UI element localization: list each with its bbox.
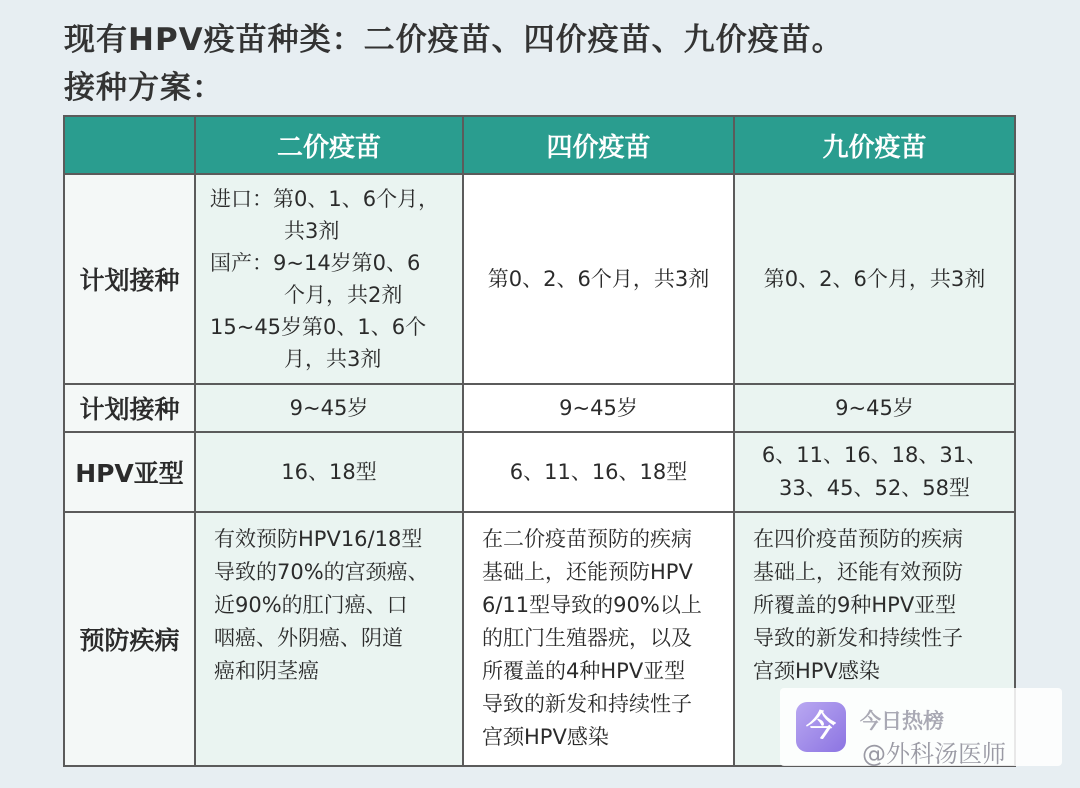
watermark-author: @外科汤医师: [862, 740, 1006, 768]
text-line: 近90%的肛门癌、口: [214, 593, 408, 617]
text-line: 在二价疫苗预防的疾病: [482, 527, 692, 551]
watermark-app-name: 今日热榜: [860, 709, 944, 733]
text-line: 个月，共2剂: [284, 283, 403, 307]
text-line: 癌和阴茎癌: [214, 659, 319, 683]
text-line: 导致的新发和持续性子: [482, 692, 692, 716]
cell-nonavalent-schedule: 第0、2、6个月，共3剂: [734, 174, 1015, 384]
cell-bivalent-subtypes: 16、18型: [195, 432, 463, 512]
cell-bivalent-diseases: [195, 512, 463, 766]
text-line: 6/11型导致的90%以上: [482, 593, 702, 617]
text-line: 共3剂: [284, 219, 340, 243]
section-heading: 接种方案：: [64, 70, 224, 106]
table-row: [64, 432, 1015, 512]
corner-header-cell: [64, 116, 195, 174]
vaccination-table: [63, 115, 1016, 767]
text-line: 进口：第0、1、6个月，: [210, 187, 440, 211]
text-line: 的肛门生殖器疣，以及: [482, 626, 692, 650]
row-label-diseases: 预防疾病: [64, 512, 195, 766]
cell-quadrivalent-age: 9~45岁: [463, 384, 734, 432]
text-line: 15~45岁第0、1、6个: [210, 315, 427, 339]
text-line: 宫颈HPV感染: [753, 659, 880, 683]
text-line: 所覆盖的9种HPV亚型: [753, 593, 957, 617]
table-row: [64, 174, 1015, 384]
column-header-bivalent: 二价疫苗: [195, 116, 463, 174]
row-label-schedule: 计划接种: [64, 174, 195, 384]
cell-bivalent-age: 9~45岁: [195, 384, 463, 432]
text-line: 月，共3剂: [284, 347, 382, 371]
text-line: 基础上，还能有效预防: [753, 560, 963, 584]
cell-bivalent-schedule: [195, 174, 463, 384]
table-row: [64, 384, 1015, 432]
text-line: 有效预防HPV16/18型: [214, 527, 423, 551]
column-header-quadrivalent: 四价疫苗: [463, 116, 734, 174]
text-line: 所覆盖的4种HPV亚型: [482, 659, 686, 683]
text-line: 基础上，还能预防HPV: [482, 560, 693, 584]
cell-nonavalent-age: 9~45岁: [734, 384, 1015, 432]
app-logo-icon: 今: [796, 702, 846, 752]
text-line: 国产：9~14岁第0、6: [210, 251, 421, 275]
text-line: 在四价疫苗预防的疾病: [753, 527, 963, 551]
text-line: 咽癌、外阴癌、阴道: [214, 626, 403, 650]
watermark: [780, 688, 1062, 766]
cell-quadrivalent-subtypes: 6、11、16、18型: [463, 432, 734, 512]
row-label-age: 计划接种: [64, 384, 195, 432]
row-label-subtypes: HPV亚型: [64, 432, 195, 512]
cell-quadrivalent-schedule: 第0、2、6个月，共3剂: [463, 174, 734, 384]
column-header-nonavalent: 九价疫苗: [734, 116, 1015, 174]
text-line: 宫颈HPV感染: [482, 725, 609, 749]
page-heading: 现有HPV疫苗种类：二价疫苗、四价疫苗、九价疫苗。: [64, 22, 844, 58]
table-header-row: [64, 116, 1015, 174]
text-line: 6、11、16、18、31、: [761, 443, 988, 467]
text-line: 33、45、52、58型: [779, 476, 970, 500]
cell-quadrivalent-diseases: [463, 512, 734, 766]
text-line: 导致的70%的宫颈癌、: [214, 560, 429, 584]
cell-nonavalent-subtypes: [734, 432, 1015, 512]
text-line: 导致的新发和持续性子: [753, 626, 963, 650]
